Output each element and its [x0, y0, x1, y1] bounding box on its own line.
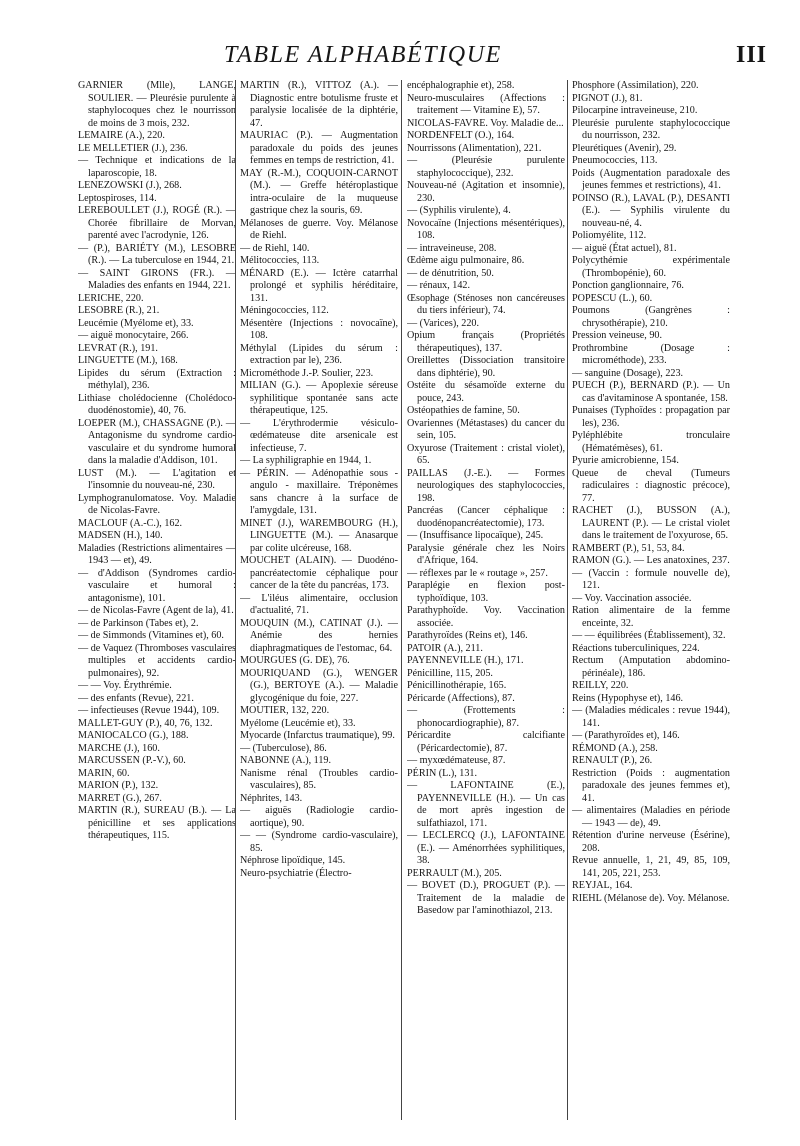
- index-entry: Ostéopathies de famine, 50.: [407, 405, 520, 416]
- index-entry: Lipides du sérum (Extraction : méthylal), 236.: [78, 367, 236, 391]
- page-number: III: [736, 42, 768, 68]
- column-divider: [567, 80, 568, 1120]
- index-entry: MACLOUF (A.-C.), 162.: [78, 517, 183, 529]
- index-entry: Poids (Augmentation paradoxale des jeunes femmes et restrictions), 41.: [572, 167, 730, 191]
- index-entry: — de dénutrition, 50.: [407, 267, 494, 279]
- index-entry: Punaises (Typhoïdes : propagation par les), 236.: [572, 405, 730, 429]
- index-entry: — Voy. Vaccination associée.: [572, 592, 692, 604]
- index-entry: — de Simmonds (Vitamines et), 60.: [78, 630, 224, 641]
- index-entry: — (Varices), 220.: [407, 317, 479, 329]
- index-entry: MARRET (G.), 267.: [78, 792, 162, 804]
- index-entry: MARCUSSEN (P.-V.), 60.: [78, 755, 186, 766]
- index-entry: Poliomyélite, 112.: [572, 230, 647, 241]
- index-entry: LOEPER (M.), CHASSAGNE (P.). — Antagonisme du syndrome cardio-vasculaire et du syndrome humoral dans la maladie d'Addison, 101.: [78, 417, 236, 466]
- index-entry: Paraplégie en flexion post-typhoïdique, 103.: [407, 580, 565, 604]
- index-column-4: [572, 80, 730, 1120]
- index-entry: MOUQUIN (M.), CATINAT (J.). — Anémie des hernies diaphragmatiques de l'estomac, 64.: [240, 617, 398, 654]
- index-entry: Méningococcies, 112.: [240, 305, 329, 316]
- index-entry: PAILLAS (J.-E.). — Formes neurologiques des staphylococcies, 198.: [407, 467, 565, 504]
- index-entry: — sanguine (Dosage), 223.: [572, 367, 684, 379]
- index-entry: LEVRAT (R.), 191.: [78, 342, 158, 354]
- index-entry: Phosphore (Assimilation), 220.: [572, 80, 699, 91]
- index-entry: RAMBERT (P.), 51, 53, 84.: [572, 542, 685, 554]
- index-entry: — des enfants (Revue), 221.: [78, 692, 194, 704]
- page-header: [0, 36, 800, 76]
- index-entry: LUST (M.). — L'agitation et l'insomnie du nouveau-né, 230.: [78, 467, 236, 491]
- index-entry: Néphrose lipoïdique, 145.: [240, 855, 346, 866]
- index-entry: PATOIR (A.), 211.: [407, 642, 483, 654]
- index-entry: — aiguës (Radiologie cardio-aortique), 90.: [240, 805, 398, 829]
- index-entry: — La syphiligraphie en 1944, 1.: [240, 455, 372, 466]
- index-entry: — (Tuberculose), 86.: [240, 742, 327, 754]
- index-entry: PÉRIN (L.), 131.: [407, 767, 478, 779]
- index-entry: Œdème aigu pulmonaire, 86.: [407, 255, 525, 266]
- index-entry: — (Syphilis virulente), 4.: [407, 205, 511, 216]
- index-entry: — aiguë monocytaire, 266.: [78, 330, 189, 341]
- index-entry: — rénaux, 142.: [407, 280, 470, 291]
- index-entry: MARTIN (R.), VITTOZ (A.). — Diagnostic entre botulisme fruste et paralysie localisée de la diphtérie, 47.: [240, 80, 398, 129]
- index-entry: Polycythémie expérimentale (Thrombopénie), 60.: [572, 255, 730, 279]
- index-entry: — intraveineuse, 208.: [407, 242, 497, 254]
- index-entry: MOURIQUAND (G.), WENGER (G.), BERTOYE (A.). — Maladie glycogénique du foie, 227.: [240, 667, 398, 704]
- index-entry: LEREBOULLET (J.), ROGÉ (R.). — Chorée fibrillaire de Morvan, parenté avec l'acrodynie, 126.: [78, 205, 236, 241]
- index-entry: GARNIER (Mlle), LANGE, SOULIER. — Pleurésie purulente à staphylocoques chez le nourrisson de moins de 3 mois, 232.: [78, 80, 236, 129]
- index-entry: PUECH (P.), BERNARD (P.). — Un cas d'avitaminose A spontanée, 158.: [572, 380, 730, 404]
- index-entry: — de Vaquez (Thromboses vasculaires multiples et accidents cardio-pulmonaires), 92.: [78, 642, 236, 679]
- index-entry: Nanisme rénal (Troubles cardio-vasculaires), 85.: [240, 767, 398, 791]
- index-entry: LE MELLETIER (J.), 236.: [78, 142, 188, 154]
- index-entry: — LECLERCQ (J.), LAFONTAINE (E.). — Aménorrhées syphilitiques, 38.: [407, 830, 565, 866]
- index-entry: Mésentère (Injections : novocaïne), 108.: [240, 317, 398, 341]
- index-entry: RACHET (J.), BUSSON (A.), LAURENT (P.). — Le cristal violet dans le traitement de l'oxyurose, 65.: [572, 505, 730, 541]
- index-entry: — alimentaires (Maladies en période — 1943 — de), 49.: [572, 805, 730, 829]
- index-entry: Pénicilline, 115, 205.: [407, 667, 493, 679]
- index-entry: Microméthode J.-P. Soulier, 223.: [240, 367, 374, 379]
- index-entry: MILIAN (G.). — Apoplexie séreuse syphilitique spontanée sans acte thérapeutique, 125.: [240, 380, 398, 416]
- index-entry: Paralysie générale chez les Noirs d'Afrique, 164.: [407, 542, 565, 566]
- index-entry: RÉMOND (A.), 258.: [572, 742, 658, 754]
- index-column-1: [78, 80, 236, 1120]
- index-entry: — de Nicolas-Favre (Agent de la), 41.: [78, 605, 234, 616]
- index-entry: Myélome (Leucémie et), 33.: [240, 717, 356, 729]
- index-entry: Mélitococcies, 113.: [240, 255, 320, 266]
- index-entry: Pneumococcies, 113.: [572, 155, 658, 166]
- index-entry: — (Insuffisance lipocaïque), 245.: [407, 530, 544, 541]
- index-entry: Pleurésie purulente staphylococcique du nourrisson, 232.: [572, 117, 730, 141]
- index-entry: — PÉRIN. — Adénopathie sous - angulo - maxillaire. Tréponèmes sans chancre à la surface de l'amygdale, 131.: [240, 467, 398, 516]
- index-entry: Ration alimentaire de la femme enceinte, 32.: [572, 605, 730, 629]
- index-entry: MADSEN (H.), 140.: [78, 530, 163, 541]
- index-entry: — LAFONTAINE (E.), PAYENNEVILLE (H.). — Un cas de mort après ingestion de sulfathiazol, 171.: [407, 780, 565, 829]
- index-entry: Néphrites, 143.: [240, 792, 303, 804]
- index-entry: Queue de cheval (Tumeurs radiculaires : diagnostic précoce), 77.: [572, 467, 730, 504]
- index-entry: MARTIN (R.), SUREAU (B.). — La pénicilline et ses applications thérapeutiques, 115.: [78, 805, 236, 841]
- index-entry: LESOBRE (R.), 21.: [78, 305, 160, 316]
- index-entry: MANIOCALCO (G.), 188.: [78, 730, 189, 741]
- index-entry: Maladies (Restrictions alimentaires — 1943 — et), 49.: [78, 542, 236, 566]
- page-title: TABLE ALPHABÉTIQUE: [224, 42, 502, 68]
- index-entry: REILLY, 220.: [572, 680, 629, 691]
- index-entry: — L'iléus alimentaire, occlusion d'actualité, 71.: [240, 592, 398, 616]
- index-entry: encéphalographie et), 258.: [407, 80, 515, 91]
- index-entry: MARION (P.), 132.: [78, 780, 159, 791]
- index-entry: RENAULT (P.), 26.: [572, 755, 653, 766]
- index-entry: — aiguë (État actuel), 81.: [572, 242, 677, 254]
- index-entry: MARIN, 60.: [78, 767, 130, 779]
- index-entry: Nourrissons (Alimentation), 221.: [407, 142, 542, 154]
- index-entry: Pleurétiques (Avenir), 29.: [572, 142, 677, 154]
- index-entry: Reins (Hypophyse et), 146.: [572, 692, 684, 704]
- index-entry: NICOLAS-FAVRE. Voy. Maladie de...: [407, 117, 564, 129]
- index-entry: NABONNE (A.), 119.: [240, 755, 332, 766]
- index-entry: — SAINT GIRONS (FR.). — Maladies des enfants en 1944, 221.: [78, 267, 236, 291]
- index-entry: Leptospiroses, 114.: [78, 192, 157, 204]
- index-entry: Lithiase cholédocienne (Cholédoco-duodénostomie), 40, 76.: [78, 392, 236, 416]
- index-entry: — d'Addison (Syndromes cardio-vasculaire et humoral : antagonisme), 101.: [78, 567, 236, 604]
- index-entry: Leucémie (Myélome et), 33.: [78, 317, 194, 329]
- index-entry: LINGUETTE (M.), 168.: [78, 355, 178, 366]
- index-entry: — (Maladies médicales : revue 1944), 141.: [572, 705, 730, 729]
- index-entry: — L'érythrodermie vésiculo-œdémateuse dite arsenicale est infectieuse, 7.: [240, 417, 398, 454]
- index-entry: Pression veineuse, 90.: [572, 330, 662, 341]
- index-entry: Rétention d'urine nerveuse (Ésérine), 208.: [572, 830, 730, 854]
- index-entry: Méthylal (Lipides du sérum : extraction par le), 236.: [240, 342, 398, 366]
- index-entry: MAY (R.-M.), COQUOIN-CARNOT (M.). — Greffe hétéroplastique intra-oculaire de la muqueuse gastrique chez la souris, 69.: [240, 167, 398, 216]
- index-entry: MARCHE (J.), 160.: [78, 742, 160, 754]
- index-columns: [78, 80, 730, 1120]
- index-entry: NORDENFELT (O.), 164.: [407, 130, 515, 141]
- index-entry: Rectum (Amputation abdomino-périnéale), 186.: [572, 655, 730, 679]
- index-entry: Novocaïne (Injections mésentériques), 108.: [407, 217, 565, 241]
- index-entry: PAYENNEVILLE (H.), 171.: [407, 655, 524, 666]
- index-entry: Restriction (Poids : augmentation paradoxale des jeunes femmes et), 41.: [572, 767, 730, 804]
- index-entry: Pyurie amicrobienne, 154.: [572, 455, 679, 466]
- index-entry: — — Voy. Érythrémie.: [78, 680, 172, 691]
- index-entry: Prothrombine (Dosage : microméthode), 233.: [572, 342, 730, 366]
- index-entry: Oreillettes (Dissociation transitoire dans diphtérie), 90.: [407, 355, 565, 379]
- index-entry: Neuro-psychiatrie (Électro-: [240, 867, 352, 879]
- index-entry: MÉNARD (E.). — Ictère catarrhal prolongé et syphilis héréditaire, 131.: [240, 267, 398, 304]
- index-entry: — Technique et indications de la laparoscopie, 18.: [78, 155, 236, 179]
- index-entry: PIGNOT (J.), 81.: [572, 92, 643, 104]
- index-entry: MOUCHET (ALAIN). — Duodéno-pancréatectomie céphalique pour cancer de la tête du pancréas, 173.: [240, 555, 398, 591]
- index-entry: Neuro-musculaires (Affections : traitement — Vitamine E), 57.: [407, 92, 565, 116]
- index-entry: — (P.), BARIÉTY (M.), LESOBRE (R.). — La tuberculose en 1944, 21.: [78, 242, 236, 266]
- index-entry: Parathyphoïde. Voy. Vaccination associée.: [407, 605, 565, 629]
- index-entry: — infectieuses (Revue 1944), 109.: [78, 705, 220, 716]
- index-entry: Ponction ganglionnaire, 76.: [572, 280, 684, 291]
- index-entry: MOURGUES (G. DE), 76.: [240, 655, 350, 666]
- index-entry: Opium français (Propriétés thérapeutiques), 137.: [407, 330, 565, 354]
- index-entry: Revue annuelle, 1, 21, 49, 85, 109, 141, 205, 221, 253.: [572, 855, 730, 879]
- index-entry: PERRAULT (M.), 205.: [407, 867, 502, 879]
- index-entry: Péricarde (Affections), 87.: [407, 692, 515, 704]
- index-entry: Péricardite calcifiante (Péricardectomie), 87.: [407, 730, 565, 754]
- index-entry: POINSO (R.), LAVAL (P.), DESANTI (E.). — Syphilis virulente du nouveau-né, 4.: [572, 192, 730, 229]
- index-entry: REYJAL, 164.: [572, 880, 633, 891]
- index-entry: — (Frottements : phonocardiographie), 87.: [407, 705, 565, 729]
- index-entry: Lymphogranulomatose. Voy. Maladie de Nicolas-Favre.: [78, 492, 236, 516]
- index-entry: RAMON (G.). — Les anatoxines, 237.: [572, 555, 730, 566]
- index-entry: Parathyroïdes (Reins et), 146.: [407, 630, 528, 641]
- column-divider: [235, 80, 236, 1120]
- index-entry: — (Vaccin : formule nouvelle de), 121.: [572, 567, 730, 591]
- index-entry: Pyléphlébite tronculaire (Hématémèses), 61.: [572, 430, 730, 454]
- index-entry: POPESCU (L.), 60.: [572, 292, 653, 304]
- index-entry: Poumons (Gangrènes : chrysothérapie), 210.: [572, 305, 730, 329]
- index-entry: MOUTIER, 132, 220.: [240, 705, 330, 716]
- index-entry: — myxœdémateuse, 87.: [407, 755, 506, 766]
- index-entry: MAURIAC (P.). — Augmentation paradoxale du poids des jeunes femmes en temps de restriction, 41.: [240, 130, 398, 166]
- index-entry: Ovariennes (Métastases) du cancer du sein, 105.: [407, 417, 565, 441]
- index-column-3: [407, 80, 565, 1120]
- index-entry: Réactions tuberculiniques, 224.: [572, 642, 700, 654]
- index-entry: — (Parathyroïdes et), 146.: [572, 730, 680, 741]
- index-entry: RIEHL (Mélanose de). Voy. Mélanose.: [572, 892, 730, 904]
- index-entry: — de Riehl, 140.: [240, 242, 310, 254]
- index-entry: Ostéite du sésamoïde externe du pouce, 243.: [407, 380, 565, 404]
- index-entry: LENEZOWSKI (J.), 268.: [78, 180, 182, 191]
- index-entry: — — (Syndrome cardio-vasculaire), 85.: [240, 830, 398, 854]
- index-entry: Pénicillinothérapie, 165.: [407, 680, 507, 691]
- index-entry: Pilocarpine intraveineuse, 210.: [572, 105, 698, 116]
- index-entry: Œsophage (Sténoses non cancéreuses du tiers inférieur), 74.: [407, 292, 565, 316]
- index-entry: MINET (J.), WAREMBOURG (H.), LINGUETTE (M.). — Anasarque par colite ulcéreuse, 168.: [240, 517, 398, 554]
- column-divider: [401, 80, 402, 1120]
- index-entry: — BOVET (D.), PROGUET (P.). — Traitement de la maladie de Basedow par l'aminothiazol, 213.: [407, 880, 565, 916]
- index-entry: — — équilibrées (Établissement), 32.: [572, 630, 726, 641]
- index-entry: Mélanoses de guerre. Voy. Mélanose de Riehl.: [240, 217, 398, 241]
- index-entry: Nouveau-né (Agitation et insomnie), 230.: [407, 180, 565, 204]
- index-entry: LEMAIRE (A.), 220.: [78, 130, 165, 141]
- index-entry: MALLET-GUY (P.), 40, 76, 132.: [78, 717, 213, 729]
- index-column-2: [240, 80, 398, 1120]
- index-entry: — (Pleurésie purulente staphylococcique), 232.: [407, 155, 565, 179]
- index-entry: — réflexes par le « routage », 257.: [407, 567, 548, 579]
- index-entry: — de Parkinson (Tabes et), 2.: [78, 617, 199, 629]
- index-entry: Myocarde (Infarctus traumatique), 99.: [240, 730, 395, 741]
- index-entry: Pancréas (Cancer céphalique : duodénopancréatectomie), 173.: [407, 505, 565, 529]
- index-entry: Oxyurose (Traitement : cristal violet), 65.: [407, 442, 565, 466]
- index-entry: LERICHE, 220.: [78, 292, 144, 304]
